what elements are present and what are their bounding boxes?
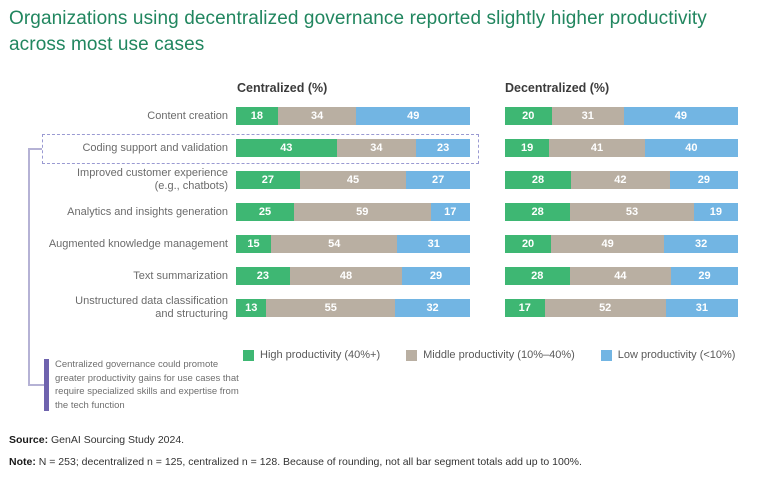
bar-segment: 31 <box>666 299 738 317</box>
bar-segment: 25 <box>236 203 294 221</box>
bar-segment: 52 <box>545 299 666 317</box>
bar-segment: 41 <box>549 139 645 157</box>
highlight-dashed-box <box>42 134 479 164</box>
bar-segment: 13 <box>236 299 266 317</box>
bar-segment: 17 <box>431 203 470 221</box>
category-label: Improved customer experience (e.g., chatbots) <box>76 167 228 192</box>
bar-segment: 20 <box>505 235 551 253</box>
bar-segment: 59 <box>294 203 431 221</box>
note-label: Note: <box>9 456 36 468</box>
bar-segment: 31 <box>552 107 624 125</box>
callout-text: Centralized governance could promote greater productivity gains for use cases that require specialized skills and expertise from the tech function <box>55 359 239 411</box>
legend-swatch-icon <box>243 350 254 361</box>
stacked-bar <box>505 139 738 157</box>
bar-segment: 49 <box>551 235 664 253</box>
legend-label: Low productivity (<10%) <box>617 349 736 361</box>
bar-segment: 28 <box>505 203 570 221</box>
bar-segment: 40 <box>645 139 738 157</box>
source-label: Source: <box>9 434 49 446</box>
bar-segment: 20 <box>505 107 552 125</box>
stacked-bar <box>505 171 738 189</box>
column-header-decentralized: Decentralized (%) <box>505 81 610 95</box>
bar-segment: 28 <box>505 171 571 189</box>
stacked-bar <box>236 171 470 189</box>
bar-segment: 49 <box>356 107 470 125</box>
bar-segment: 55 <box>266 299 395 317</box>
bar-segment: 54 <box>271 235 397 253</box>
stacked-bar <box>236 203 470 221</box>
bar-segment: 27 <box>236 171 300 189</box>
bar-segment: 34 <box>337 139 417 157</box>
bar-segment: 53 <box>570 203 693 221</box>
bar-segment: 45 <box>300 171 406 189</box>
bar-segment: 15 <box>236 235 271 253</box>
category-label: Text summarization <box>133 269 228 282</box>
bar-segment: 23 <box>236 267 290 285</box>
legend-item <box>406 349 575 361</box>
category-label: Unstructured data classification and structuring <box>75 295 228 320</box>
bar-segment: 42 <box>571 171 670 189</box>
stacked-bar <box>505 299 738 317</box>
bar-segment: 32 <box>395 299 470 317</box>
decentralized-bars <box>505 100 738 324</box>
legend <box>243 349 735 361</box>
source-line <box>9 434 184 446</box>
stacked-bar <box>236 267 470 285</box>
bar-segment: 28 <box>505 267 570 285</box>
bar-segment: 34 <box>278 107 357 125</box>
legend-swatch-icon <box>406 350 417 361</box>
bar-segment: 32 <box>664 235 738 253</box>
bar-segment: 43 <box>236 139 337 157</box>
category-label: Content creation <box>147 109 228 122</box>
bar-segment: 19 <box>694 203 738 221</box>
legend-label: High productivity (40%+) <box>260 349 381 361</box>
bar-segment: 29 <box>670 171 738 189</box>
bar-segment: 19 <box>505 139 549 157</box>
category-label: Augmented knowledge management <box>48 237 228 250</box>
stacked-bar <box>505 107 738 125</box>
stacked-bar <box>505 203 738 221</box>
stacked-bar <box>505 267 738 285</box>
legend-swatch-icon <box>601 350 612 361</box>
bar-segment: 48 <box>290 267 402 285</box>
stacked-bar <box>236 299 470 317</box>
category-label: Analytics and insights generation <box>67 205 228 218</box>
category-label: Coding support and validation <box>82 141 228 154</box>
bar-segment: 31 <box>397 235 470 253</box>
legend-item <box>601 349 736 361</box>
bar-segment: 49 <box>624 107 738 125</box>
bar-segment: 17 <box>505 299 545 317</box>
bar-segment: 23 <box>416 139 470 157</box>
bar-segment: 29 <box>671 267 738 285</box>
bar-segment: 29 <box>402 267 470 285</box>
chart-title: Organizations using decentralized governance reported slightly higher productivity across most use cases <box>9 8 707 55</box>
column-header-centralized: Centralized (%) <box>237 81 328 95</box>
source-text: GenAI Sourcing Study 2024. <box>48 434 185 446</box>
legend-item <box>243 349 380 361</box>
stacked-bar <box>505 235 738 253</box>
callout-accent-bar <box>44 359 49 411</box>
callout-connector-top <box>28 148 42 150</box>
note-text: N = 253; decentralized n = 125, centralized n = 128. Because of rounding, not all bar segment totals add up to 100%. <box>35 456 582 468</box>
callout-connector-vertical <box>28 148 30 386</box>
bar-segment: 44 <box>570 267 672 285</box>
legend-label: Middle productivity (10%–40%) <box>423 349 575 361</box>
bar-segment: 27 <box>406 171 470 189</box>
stacked-bar <box>236 107 470 125</box>
bar-segment: 18 <box>236 107 278 125</box>
note-line <box>9 456 582 468</box>
stacked-bar <box>236 235 470 253</box>
